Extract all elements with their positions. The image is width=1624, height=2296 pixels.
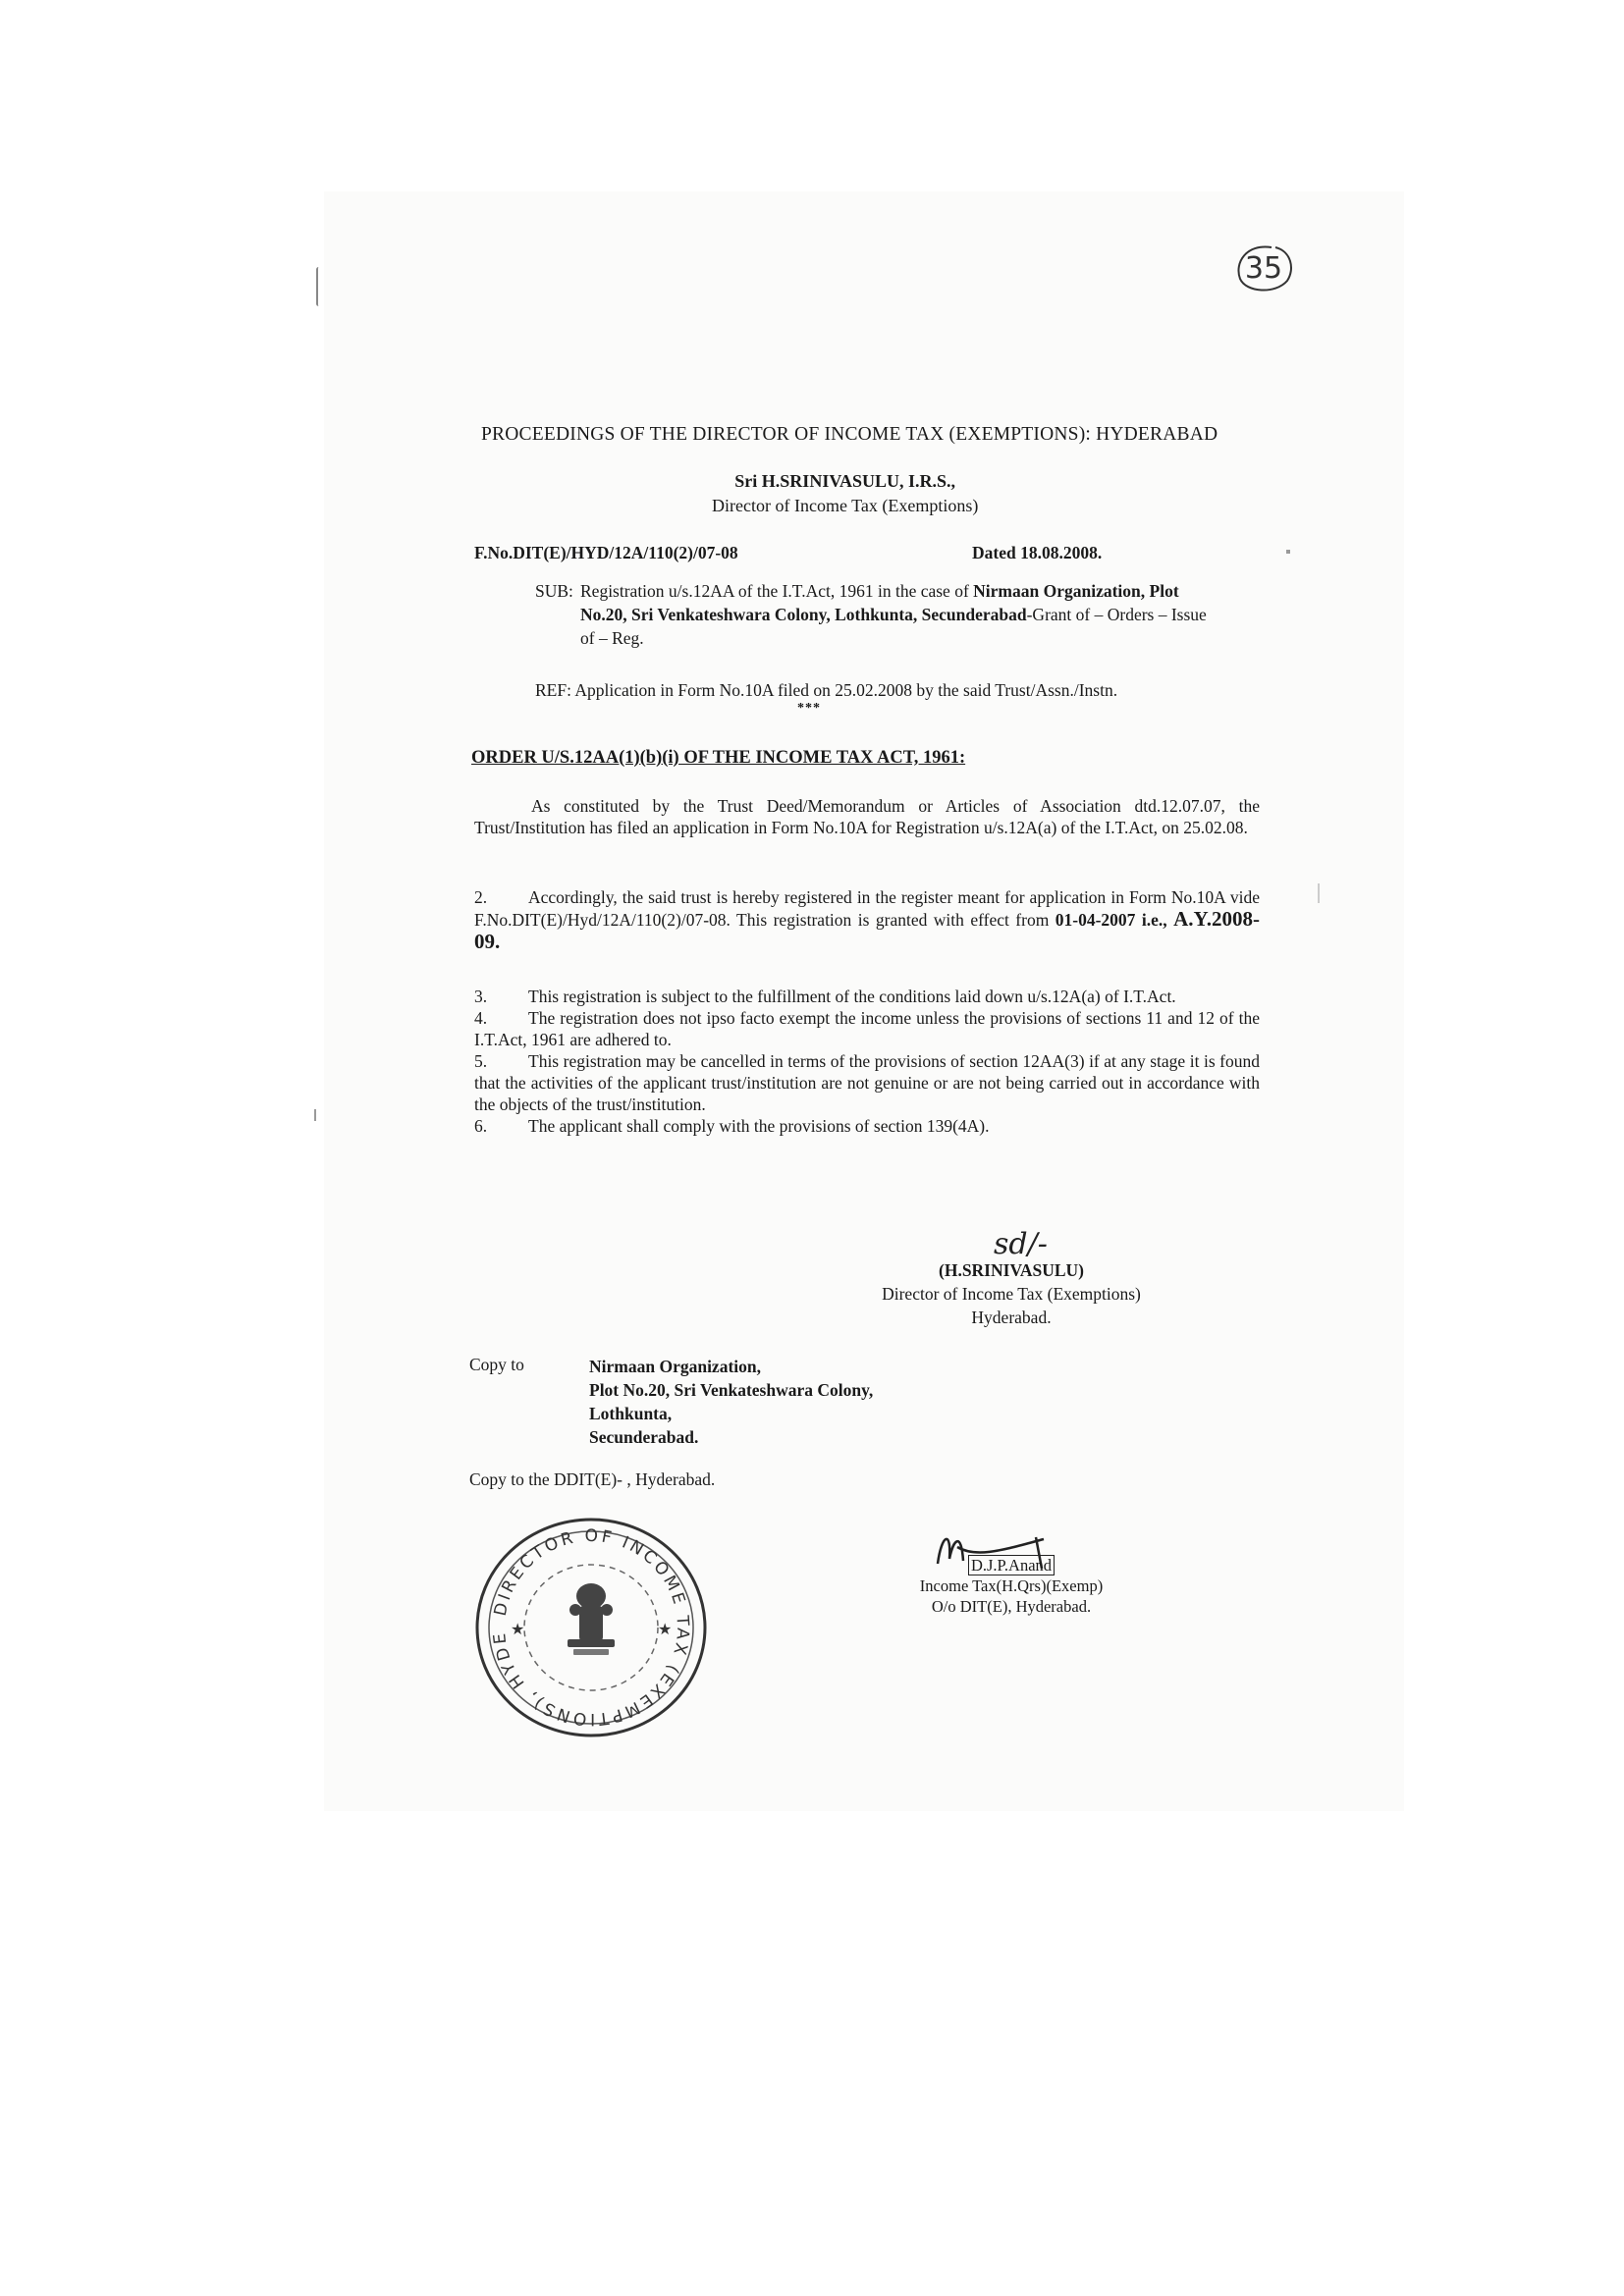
- condition-number: 3.: [474, 987, 488, 1006]
- signature-block: [864, 1258, 1159, 1329]
- subject-text-part-1: Registration u/s.12AA of the I.T.Act, 1961 in the case of: [580, 581, 974, 601]
- seal-star-left: ★: [511, 1620, 525, 1638]
- document-heading: PROCEEDINGS OF THE DIRECTOR OF INCOME TAX (EXEMPTIONS): HYDERABAD: [481, 424, 1218, 445]
- page-number: [1232, 241, 1295, 294]
- subject-text-part-2: -Grant of – Orders – Issue of – Reg.: [580, 605, 1207, 648]
- signatory-name: (H.SRINIVASULU): [939, 1260, 1084, 1280]
- copy-to-address: [589, 1355, 873, 1449]
- address-line: Secunderabad.: [589, 1427, 699, 1447]
- officer-name: Sri H.SRINIVASULU, I.R.S.,: [734, 471, 956, 491]
- page-number-text: 35: [1244, 250, 1283, 286]
- signatory-designation: Director of Income Tax (Exemptions): [882, 1284, 1141, 1304]
- paragraph-2: [474, 886, 1260, 953]
- condition-number: 5.: [474, 1051, 488, 1071]
- margin-mark: [316, 267, 321, 306]
- attestation-name: D.J.P.Anand: [968, 1555, 1055, 1575]
- attestation-office: O/o DIT(E), Hyderabad.: [931, 1597, 1092, 1616]
- seal-star-right: ★: [658, 1620, 673, 1638]
- officer-designation: Director of Income Tax (Exemptions): [712, 496, 979, 515]
- condition-item: [474, 1050, 1260, 1115]
- condition-number: 4.: [474, 1008, 488, 1028]
- condition-item: [474, 986, 1260, 1007]
- seal-text: DIRECTOR OF INCOME TAX (EXEMPTIONS), HYDE: [489, 1525, 693, 1730]
- assessment-year: A.Y.2008-09.: [474, 907, 1260, 953]
- paragraph-2-number: 2.: [474, 887, 488, 907]
- file-number: F.No.DIT(E)/HYD/12A/110(2)/07-08: [474, 543, 738, 562]
- address-line: Plot No.20, Sri Venkateshwara Colony,: [589, 1380, 874, 1400]
- condition-text: This registration may be cancelled in terms of the provisions of section 12AA(3) if at any stage it is found that the activities of the applicant trust/institution are not genuine or are not being carried out in accordance with the objects of the trust/institution.: [474, 1051, 1260, 1114]
- copy-to-ddit: Copy to the DDIT(E)- , Hyderabad.: [469, 1469, 716, 1489]
- condition-item: [474, 1115, 1260, 1137]
- condition-text: The registration does not ipso facto exempt the income unless the provisions of sections 11 and 12 of the I.T.Act, 1961 are adhered to.: [474, 1008, 1260, 1049]
- copy-to-label: Copy to: [469, 1355, 524, 1374]
- subject-text: [580, 579, 1209, 650]
- condition-text: This registration is subject to the fulfillment of the conditions laid down u/s.12A(a) of I.T.Act.: [528, 987, 1176, 1006]
- subject-label: SUB:: [535, 581, 573, 601]
- official-seal: [471, 1514, 711, 1741]
- attestation-block: [884, 1555, 1139, 1617]
- seal-graphic: [471, 1514, 711, 1741]
- handwritten-sd-mark: sd/-: [994, 1227, 1048, 1261]
- reference-line: REF: Application in Form No.10A filed on 25.02.2008 by the said Trust/Assn./Instn.: [535, 680, 1118, 700]
- condition-item: [474, 1007, 1260, 1050]
- attestation-designation: Income Tax(H.Qrs)(Exemp): [919, 1576, 1104, 1595]
- address-line: Lothkunta,: [589, 1404, 673, 1423]
- paragraph-2-text: Accordingly, the said trust is hereby registered in the register meant for application in Form No.10A vide F.No.DIT(E)/Hyd/12A/110(2)/07-08. This registration is granted with effect from: [474, 887, 1260, 930]
- condition-number: 6.: [474, 1116, 488, 1136]
- scan-speck: [314, 1109, 316, 1121]
- order-title: ORDER U/S.12AA(1)(b)(i) OF THE INCOME TAX ACT, 1961:: [471, 748, 966, 768]
- address-line: Nirmaan Organization,: [589, 1357, 761, 1376]
- conditions-list: [474, 986, 1260, 1137]
- effective-date: 01-04-2007 i.e.,: [1055, 910, 1174, 930]
- paragraph-1: As constituted by the Trust Deed/Memorandum or Articles of Association dtd.12.07.07, the Trust/Institution has filed an application in Form No.10A for Registration u/s.12A(a) of the I.T.Act, on 25.02.08.: [474, 796, 1260, 837]
- emblem-icon: [568, 1583, 615, 1655]
- condition-text: The applicant shall comply with the provisions of section 139(4A).: [528, 1116, 990, 1136]
- officer-block: [712, 469, 978, 518]
- scan-speck: [1286, 550, 1290, 554]
- date: Dated 18.08.2008.: [972, 543, 1103, 562]
- separator: ***: [797, 701, 821, 716]
- signatory-place: Hyderabad.: [971, 1308, 1052, 1327]
- subject-organization: Nirmaan Organization, Plot No.20, Sri Venkateshwara Colony, Lothkunta, Secunderabad: [580, 581, 1179, 624]
- scan-speck: [1318, 883, 1320, 903]
